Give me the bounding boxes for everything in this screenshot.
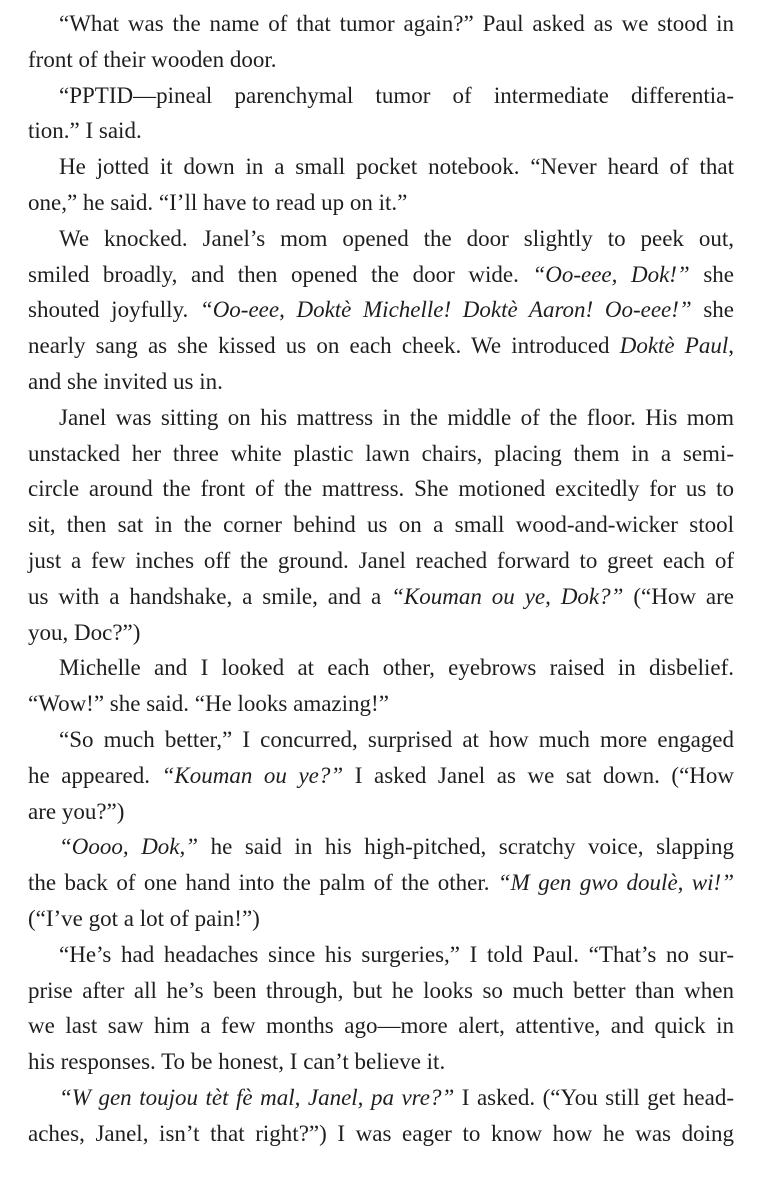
body-text: the back of one hand into the palm of the other. <box>28 870 498 896</box>
body-text: smiled broadly, and then opened the door wide. <box>28 261 533 287</box>
text-line <box>28 686 734 722</box>
italic-text: “Kouman ou ye?” <box>161 762 344 788</box>
paragraph <box>28 400 734 651</box>
italic-text: “W gen toujou tèt fè mal, Janel, pa vre?” <box>59 1084 455 1110</box>
body-text: tion.” I said. <box>28 118 142 144</box>
body-text: we last saw him a few months ago—more alert, attentive, and quick in <box>28 1013 734 1039</box>
book-page <box>28 6 734 1152</box>
text-line <box>28 650 734 686</box>
text-line <box>28 471 734 507</box>
text-line <box>28 937 734 973</box>
paragraph <box>28 722 734 829</box>
text-line <box>28 973 734 1009</box>
paragraph <box>28 149 734 221</box>
text-line <box>28 149 734 185</box>
text-line <box>28 901 734 937</box>
paragraph <box>28 937 734 1080</box>
italic-text: “Oo-eee, Doktè Michelle! Doktè Aaron! Oo-eee!” <box>199 297 692 323</box>
text-line <box>28 794 734 830</box>
italic-text: “Oooo, Dok,” <box>59 834 199 860</box>
body-text: and she invited us in. <box>28 368 223 394</box>
body-text: prise after all he’s been through, but he looks so much better than when <box>28 977 734 1003</box>
text-line <box>28 364 734 400</box>
text-line <box>28 579 734 615</box>
text-line <box>28 400 734 436</box>
text-line <box>28 615 734 651</box>
body-text: , <box>728 333 734 359</box>
text-line <box>28 6 734 42</box>
text-line <box>28 1008 734 1044</box>
body-text: nearly sang as she kissed us on each cheek. We introduced <box>28 333 620 359</box>
body-text: he appeared. <box>28 762 162 788</box>
text-line <box>28 1080 734 1116</box>
body-text: are you?”) <box>28 798 125 824</box>
text-line <box>28 543 734 579</box>
text-line <box>28 328 734 364</box>
italic-text: “M gen gwo doulè, wi!” <box>497 870 734 896</box>
body-text: his responses. To be honest, I can’t believe it. <box>28 1049 446 1075</box>
text-line <box>28 78 734 114</box>
text-line <box>28 42 734 78</box>
body-text: she <box>691 297 734 323</box>
body-text: Michelle and I looked at each other, eyebrows raised in disbelief. <box>59 655 734 681</box>
body-text: (“I’ve got a lot of pain!”) <box>28 905 260 931</box>
body-text: Janel was sitting on his mattress in the middle of the floor. His mom <box>59 404 734 430</box>
body-text: sit, then sat in the corner behind us on a small wood-and-wicker stool <box>28 512 734 538</box>
body-text: He jotted it down in a small pocket notebook. “Never heard of that <box>59 154 734 180</box>
text-line <box>28 221 734 257</box>
text-line <box>28 758 734 794</box>
body-text: We knocked. Janel’s mom opened the door slightly to peek out, <box>59 225 734 251</box>
italic-text: Doktè Paul <box>619 333 729 359</box>
body-text: just a few inches off the ground. Janel reached forward to greet each of <box>28 547 734 573</box>
paragraph <box>28 221 734 400</box>
text-line <box>28 722 734 758</box>
body-text: circle around the front of the mattress. She motioned excitedly for us to <box>28 476 734 502</box>
text-line <box>28 257 734 293</box>
body-text: you, Doc?”) <box>28 619 141 645</box>
text-line <box>28 113 734 149</box>
text-line <box>28 829 734 865</box>
text-line <box>28 507 734 543</box>
body-text: “He’s had headaches since his surgeries,” I told Paul. “That’s no sur- <box>59 941 734 967</box>
body-text: shouted joyfully. <box>28 297 200 323</box>
paragraph <box>28 6 734 78</box>
italic-text: “Oo-eee, Dok!” <box>532 261 690 287</box>
text-line <box>28 865 734 901</box>
paragraph <box>28 829 734 936</box>
body-text: “So much better,” I concurred, surprised at how much more engaged <box>59 726 734 752</box>
body-text: “Wow!” she said. “He looks amazing!” <box>28 691 389 717</box>
body-text: she <box>689 261 734 287</box>
paragraph <box>28 1080 734 1152</box>
text-line <box>28 436 734 472</box>
body-text: I asked. (“You still get head- <box>454 1084 734 1110</box>
body-text: front of their wooden door. <box>28 46 277 72</box>
text-line <box>28 185 734 221</box>
body-text: unstacked her three white plastic lawn chairs, placing them in a semi- <box>28 440 734 466</box>
text-line <box>28 1116 734 1152</box>
text-line <box>28 1044 734 1080</box>
body-text: “What was the name of that tumor again?” Paul asked as we stood in <box>59 11 734 36</box>
italic-text: “Kouman ou ye, Dok?” <box>391 583 624 609</box>
paragraph <box>28 78 734 150</box>
paragraph <box>28 650 734 722</box>
body-text: (“How are <box>623 583 734 609</box>
body-text: “PPTID—pineal parenchymal tumor of intermediate differentia- <box>59 82 734 108</box>
text-line <box>28 292 734 328</box>
body-text: us with a handshake, a smile, and a <box>28 583 392 609</box>
body-text: I asked Janel as we sat down. (“How <box>343 762 734 788</box>
body-text: aches, Janel, isn’t that right?”) I was eager to know how he was doing <box>28 1120 734 1146</box>
body-text: one,” he said. “I’ll have to read up on it.” <box>28 189 408 215</box>
body-text: he said in his high-pitched, scratchy voice, slapping <box>198 834 735 860</box>
